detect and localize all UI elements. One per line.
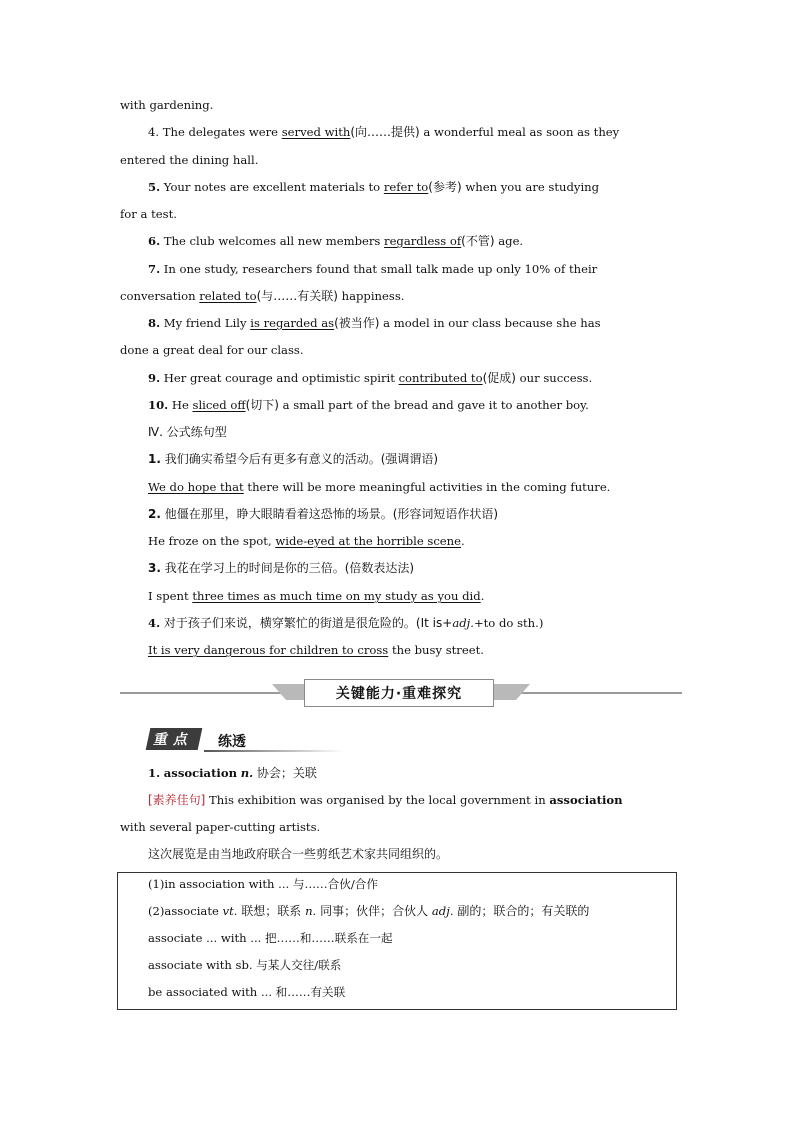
answer-blank: served with xyxy=(281,125,351,139)
text-line: for a test. xyxy=(120,207,177,221)
answer-blank: sliced off xyxy=(192,398,246,412)
exercise-9: 9. Her great courage and optimistic spirit contributed to(促成) our success. xyxy=(148,371,593,385)
usage-box xyxy=(117,872,677,1010)
keypoints-rule xyxy=(204,750,344,752)
usage-line-2: (2)associate vt. 联想；联系 n. 同事；伙伴；合伙人 adj. 副的；联合的；有关联的 xyxy=(148,904,590,918)
example-tag: [素养佳句] xyxy=(148,793,206,807)
usage-line-4: associate with sb. 与某人交往/联系 xyxy=(148,958,342,972)
exercise-7: 7. In one study, researchers found that small talk made up only 10% of their xyxy=(148,262,598,276)
exercise-4: 4. The delegates were served with(向……提供) a wonderful meal as soon as they xyxy=(148,125,620,139)
keypoints-badge: 重点 xyxy=(146,728,203,750)
banner-right-wing xyxy=(490,684,530,700)
answer-blank: is regarded as xyxy=(250,316,335,330)
answer-blank: regardless of xyxy=(384,234,462,248)
text-line: done a great deal for our class. xyxy=(120,343,304,357)
keypoints-header xyxy=(148,728,338,752)
exercise-6: 6. The club welcomes all new members regardless of(不管) age. xyxy=(148,234,524,248)
answer-blank: related to xyxy=(199,289,257,303)
question-3: 3. 我花在学习上的时间是你的三倍。(倍数表达法) xyxy=(148,561,415,575)
answer-4: It is very dangerous for children to cross the busy street. xyxy=(148,643,484,657)
section-banner: 关键能力·重难探究 xyxy=(304,679,494,707)
example-sentence: [素养佳句] This exhibition was organised by the local government in association xyxy=(148,793,623,807)
answer-blank: contributed to xyxy=(398,371,483,385)
text-line: with several paper-cutting artists. xyxy=(120,820,321,834)
question-4: 4. 对于孩子们来说，横穿繁忙的街道是很危险的。(It is+adj.+to do sth.) xyxy=(148,616,544,630)
answer-blank: wide-eyed at the horrible scene xyxy=(275,534,461,548)
section-heading: Ⅳ. 公式练句型 xyxy=(148,425,227,439)
keypoints-label: 练透 xyxy=(218,734,246,750)
answer-blank: three times as much time on my study as you did xyxy=(192,589,481,603)
answer-blank: It is very dangerous for children to cross xyxy=(148,643,389,657)
exercise-5: 5. Your notes are excellent materials to refer to(参考) when you are studying xyxy=(148,180,600,194)
text-line: conversation related to(与……有关联) happiness. xyxy=(120,289,405,303)
usage-line-5: be associated with ... 和……有关联 xyxy=(148,985,346,999)
question-2: 2. 他僵在那里，睁大眼睛看着这恐怖的场景。(形容词短语作状语) xyxy=(148,507,499,521)
exercise-10: 10. He sliced off(切下) a small part of the bread and gave it to another boy. xyxy=(148,398,589,412)
exercise-8: 8. My friend Lily is regarded as(被当作) a model in our class because she has xyxy=(148,316,601,330)
example-translation: 这次展览是由当地政府联合一些剪纸艺术家共同组织的。 xyxy=(148,847,449,861)
text-line: with gardening. xyxy=(120,98,214,112)
answer-3: I spent three times as much time on my study as you did. xyxy=(148,589,485,603)
answer-1: We do hope that there will be more meaningful activities in the coming future. xyxy=(148,480,611,494)
usage-line-3: associate ... with ... 把……和……联系在一起 xyxy=(148,931,393,945)
answer-blank: refer to xyxy=(383,180,429,194)
usage-line-1: (1)in association with ... 与……合伙/合作 xyxy=(148,877,378,891)
question-1: 1. 我们确实希望今后有更多有意义的活动。(强调谓语) xyxy=(148,452,439,466)
answer-blank: We do hope that xyxy=(148,480,244,494)
text-line: entered the dining hall. xyxy=(120,153,259,167)
answer-2: He froze on the spot, wide-eyed at the horrible scene. xyxy=(148,534,465,548)
vocab-entry-title: 1. association n. 协会；关联 xyxy=(148,766,317,780)
